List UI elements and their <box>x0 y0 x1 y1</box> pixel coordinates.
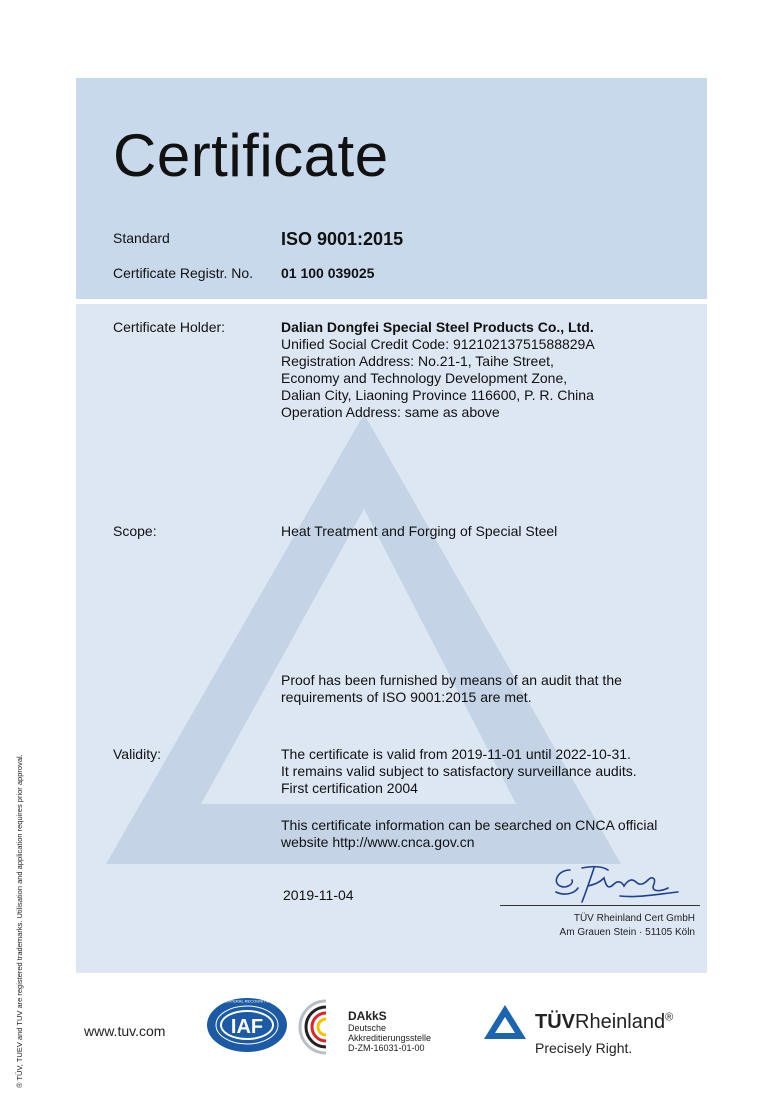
dakks-logo-icon <box>296 995 350 1059</box>
validity-line: It remains valid subject to satisfactory surveillance audits. <box>281 763 637 779</box>
issuer-address: Am Grauen Stein · 51105 Köln <box>559 927 695 938</box>
dakks-code: D-ZM-16031-01-00 <box>348 1043 425 1053</box>
registration-label: Certificate Registr. No. <box>113 265 254 281</box>
iaf-logo-icon <box>189 996 305 1054</box>
proof-line: Proof has been furnished by means of an audit that the <box>281 672 622 688</box>
trademark-note: ® TÜV, TUEV and TUV are registered trademarks. Utilisation and application requires prior approval. <box>15 754 24 1088</box>
validity-line: The certificate is valid from 2019-11-01 until 2022-10-31. <box>281 746 631 762</box>
cnca-block <box>281 817 657 851</box>
dakks-text-block <box>348 1010 431 1053</box>
tuv-triangle-icon <box>483 1003 527 1041</box>
dakks-name: DAkkS <box>348 1009 387 1023</box>
proof-line: requirements of ISO 9001:2015 are met. <box>281 689 532 705</box>
holder-block <box>281 319 595 421</box>
validity-label: Validity: <box>113 746 161 762</box>
tuv-brand <box>535 1011 673 1034</box>
holder-line: Economy and Technology Development Zone, <box>281 370 568 386</box>
dakks-line: Akkreditierungsstelle <box>348 1033 432 1043</box>
holder-line: Registration Address: No.21-1, Taihe Street, <box>281 353 554 369</box>
tuv-brand-bold: TÜV <box>535 1011 575 1033</box>
proof-block <box>281 672 622 706</box>
holder-line: Unified Social Credit Code: 91210213751588829A <box>281 336 595 352</box>
issue-date: 2019-11-04 <box>283 887 354 903</box>
scope-value: Heat Treatment and Forging of Special Steel <box>281 523 558 539</box>
tuv-reg-mark: ® <box>665 1011 674 1024</box>
iaf-ring-text: MEMBER OF MULTILATERAL RECOGNITION ARRANGEMENT <box>189 998 305 1004</box>
tuv-brand-rest: Rheinland <box>575 1011 666 1033</box>
registration-value: 01 100 039025 <box>281 265 375 281</box>
holder-name: Dalian Dongfei Special Steel Products Co., Ltd. <box>281 319 594 335</box>
holder-line: Dalian City, Liaoning Province 116600, P. R. China <box>281 387 594 403</box>
cnca-line: website http://www.cnca.gov.cn <box>281 834 475 850</box>
holder-label: Certificate Holder: <box>113 319 226 335</box>
signature-icon <box>548 862 688 906</box>
validity-block <box>281 746 637 797</box>
dakks-line: Deutsche <box>348 1023 387 1033</box>
signature-line <box>500 905 700 906</box>
tuv-tagline: Precisely Right. <box>535 1040 633 1056</box>
cnca-line: This certificate information can be searched on CNCA official <box>281 817 658 833</box>
page-title: Certificate <box>113 122 389 189</box>
standard-label: Standard <box>113 230 170 246</box>
issuer-name: TÜV Rheinland Cert GmbH <box>573 913 695 924</box>
issuer-block <box>520 912 695 940</box>
validity-line: First certification 2004 <box>281 780 418 796</box>
scope-label: Scope: <box>113 523 157 539</box>
standard-value: ISO 9001:2015 <box>281 229 404 249</box>
website-link[interactable]: www.tuv.com <box>84 1023 166 1039</box>
holder-line: Operation Address: same as above <box>281 404 500 420</box>
iaf-text: IAF <box>230 1016 264 1038</box>
